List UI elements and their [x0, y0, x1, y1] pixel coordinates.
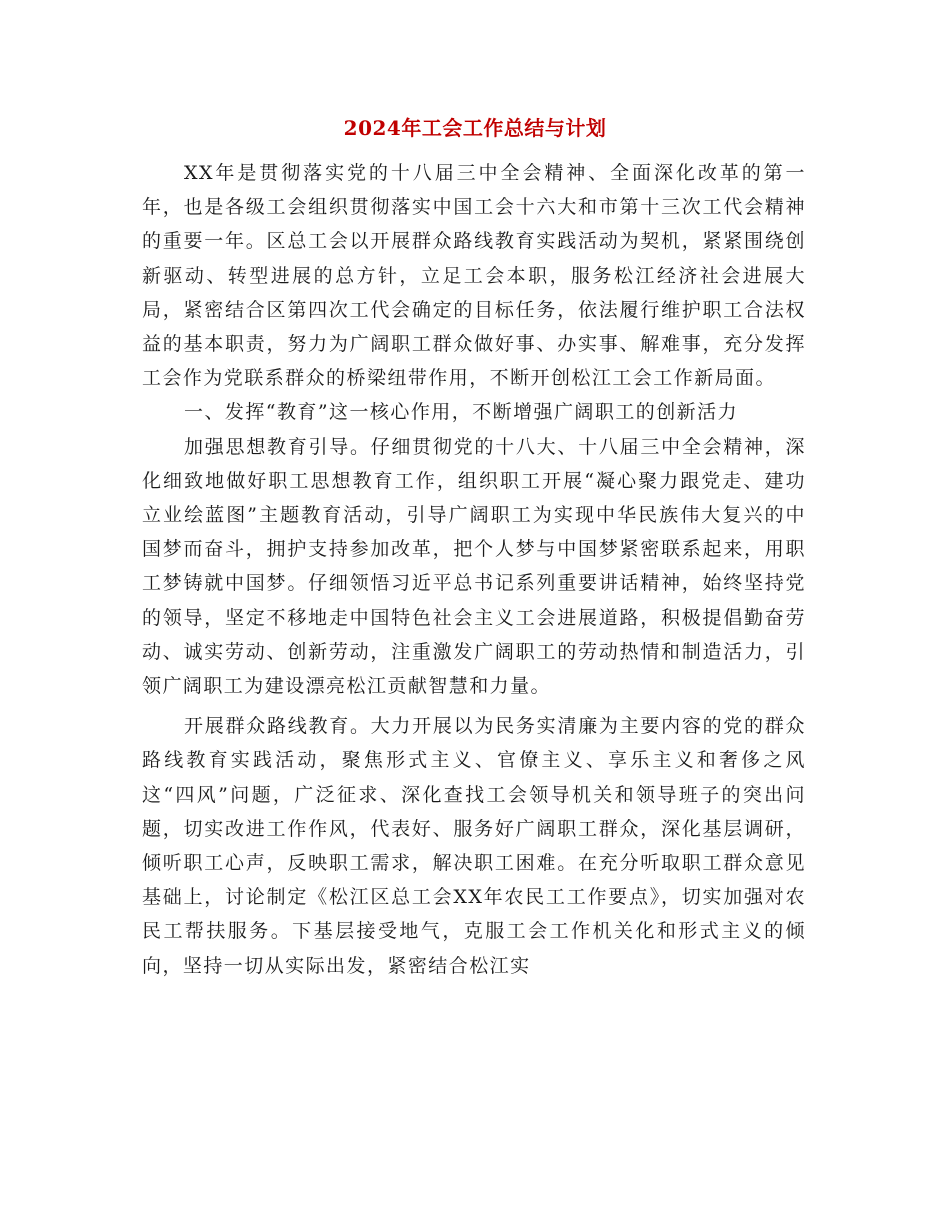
document-title: 2024年工会工作总结与计划: [343, 116, 607, 140]
paragraph-mass-line-education: 开展群众路线教育。大力开展以为民务实清廉为主要内容的党的群众路线教育实践活动，聚焦形式主义、官僚主义、享乐主义和奢侈之风这“四风”问题，广泛征求、深化查找工会领导机关和领导班子的突出问题，切实改进工作作风，代表好、服务好广阔职工群众，深化基层调研，倾听职工心声，反映职工需求，解决职工困难。在充分听取职工群众意见基础上，讨论制定《松江区总工会XX年农民工工作要点》，切实加强对农民工帮扶服务。下基层接受地气，克服工会工作机关化和形式主义的倾向，坚持一切从实际出发，紧密结合松江实: [142, 715, 806, 977]
section-heading-education: 一、发挥“教育”这一核心作用，不断增强广阔职工的创新活力: [184, 401, 739, 424]
paragraph-intro: XX年是贯彻落实党的十八届三中全会精神、全面深化改革的第一年，也是各级工会组织贯彻落实中国工会十六大和市第十三次工代会精神的重要一年。区总工会以开展群众路线教育实践活动为契机，紧紧围绕创新驱动、转型进展的总方针，立足工会本职，服务松江经济社会进展大局，紧密结合区第四次工代会确定的目标任务，依法履行维护职工合法权益的基本职责，努力为广阔职工群众做好事、办实事、解难事，充分发挥工会作为党联系群众的桥梁纽带作用，不断开创松江工会工作新局面。: [142, 162, 806, 390]
paragraph-ideological-education: 加强思想教育引导。仔细贯彻党的十八大、十八届三中全会精神，深化细致地做好职工思想教育工作，组织职工开展“凝心聚力跟党走、建功立业绘蓝图”主题教育活动，引导广阔职工为实现中华民族伟大复兴的中国梦而奋斗，拥护支持参加改革，把个人梦与中国梦紧密联系起来，用职工梦铸就中国梦。仔细领悟习近平总书记系列重要讲话精神，始终坚持党的领导，坚定不移地走中国特色社会主义工会进展道路，积极提倡勤奋劳动、诚实劳动、创新劳动，注重激发广阔职工的劳动热情和制造活力，引领广阔职工为建设漂亮松江贡献智慧和力量。: [142, 435, 806, 698]
document-body: [142, 156, 806, 983]
